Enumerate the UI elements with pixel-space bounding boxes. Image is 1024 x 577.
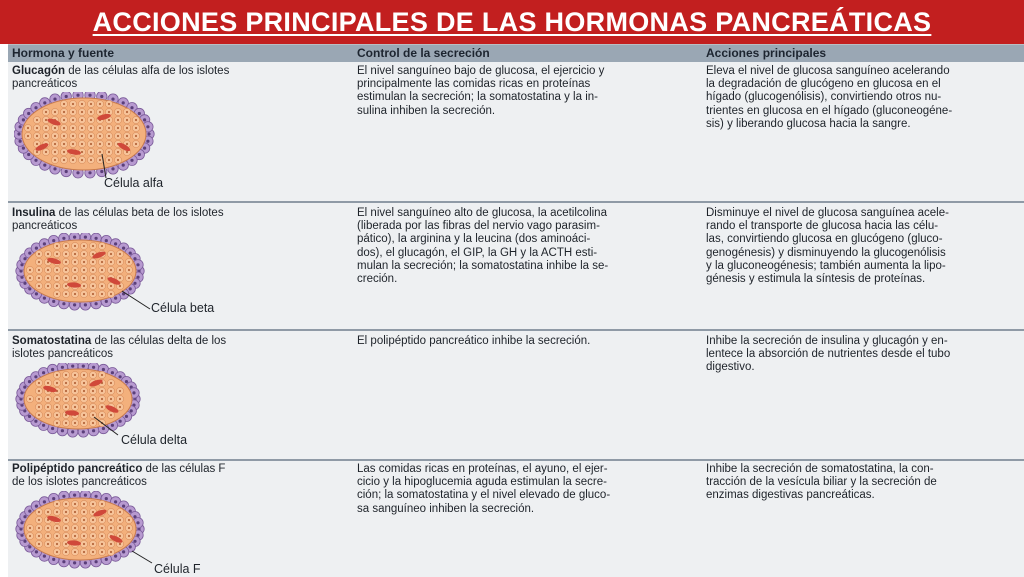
hormone-source-cell <box>12 463 302 489</box>
actions-cell <box>706 65 1022 131</box>
hormone-name: Glucagón <box>12 65 66 77</box>
cell-label-delta: Célula delta <box>121 433 188 447</box>
cell-label-alpha: Célula alfa <box>104 176 164 190</box>
beta-islet-illustration <box>14 233 164 315</box>
control-line: cicio y la hipoglucemia aguda estimulan la secre- <box>357 476 607 489</box>
actions-cell <box>706 463 1022 503</box>
header-secretion-control: Control de la secreción <box>357 46 490 60</box>
table-row-insulin <box>8 203 1024 331</box>
control-cell <box>357 463 692 516</box>
action-line: enzimas digestivas pancreáticas. <box>706 489 875 502</box>
control-line: El nivel sanguíneo bajo de glucosa, el ejercicio y <box>357 65 605 77</box>
action-line: lentece la absorción de nutrientes desde el tubo <box>706 348 951 361</box>
hormone-source-cell <box>12 335 302 361</box>
source-text-line-2: islotes pancreáticos <box>12 348 113 361</box>
action-line: la degradación de glucógeno en glucosa en el <box>706 78 941 91</box>
action-line: sis) y liberando glucosa hacia la sangre. <box>706 117 911 130</box>
control-line: (liberada por las fibras del nervio vago parasim- <box>357 220 600 233</box>
control-line: dos), el glucagón, el GIP, la GH y la ACTH esti- <box>357 246 598 259</box>
actions-cell <box>706 207 1022 286</box>
action-line: trientes en glucosa en el hígado (gluconeogéne- <box>706 104 953 117</box>
actions-cell <box>706 335 1022 375</box>
control-line: sa sanguíneo inhiben la secreción. <box>357 502 535 515</box>
hormone-source-cell <box>12 207 302 233</box>
header-main-actions: Acciones principales <box>706 46 827 60</box>
control-line: creción. <box>357 273 398 286</box>
source-text-line-1: de las células alfa de los islotes <box>65 65 230 77</box>
control-cell <box>357 335 692 348</box>
slide-title: ACCIONES PRINCIPALES DE LAS HORMONAS PANCREÁTICAS <box>92 6 932 37</box>
hormone-name: Polipéptido pancreático <box>12 463 143 475</box>
table-row-glucagon <box>8 62 1024 203</box>
source-text-line-1: de las células delta de los <box>91 335 227 347</box>
source-text-line-2: pancreáticos <box>12 220 78 233</box>
source-text-line-2: pancreáticos <box>12 78 78 91</box>
action-line: Inhibe la secreción de somatostatina, la con- <box>706 463 934 475</box>
table-row-somatostatin <box>8 331 1024 461</box>
action-line: Inhibe la secreción de insulina y glucagón y en- <box>706 335 948 347</box>
action-line: génesis y estimula la síntesis de proteínas. <box>706 273 926 286</box>
action-line: y la gluconeogénesis; también aumenta la lipo- <box>706 259 946 272</box>
action-line: rando el transporte de glucosa hacia las célu- <box>706 220 939 233</box>
action-line: digestivo. <box>706 361 755 374</box>
alpha-islet-illustration <box>14 92 164 187</box>
f-cell-islet-illustration <box>14 491 164 573</box>
hormone-name: Somatostatina <box>12 335 92 347</box>
control-line: El polipéptido pancreático inhibe la secreción. <box>357 335 591 347</box>
control-line: sulina inhiben la secreción. <box>357 104 496 117</box>
table-header <box>8 45 1024 62</box>
hormone-source-cell <box>12 65 302 91</box>
control-line: El nivel sanguíneo alto de glucosa, la acetilcolina <box>357 207 607 219</box>
title-bar <box>0 0 1024 44</box>
table-row-pancreatic-polypeptide <box>8 461 1024 577</box>
action-line: Disminuye el nivel de glucosa sanguínea acele- <box>706 207 949 219</box>
control-cell <box>357 207 692 286</box>
delta-islet-illustration <box>14 363 164 443</box>
hormone-name: Insulina <box>12 207 56 219</box>
action-line: genogénesis) y disminuyendo la glucogenólisis <box>706 246 946 259</box>
cell-label-beta: Célula beta <box>151 301 215 315</box>
action-line: hígado (glucogenólisis), convirtiendo otros nu- <box>706 91 942 104</box>
action-line: las, convirtiendo glucosa en glucógeno (gluco- <box>706 233 943 246</box>
control-line: estimulan la secreción; la somatostatina y la in- <box>357 91 598 104</box>
action-line: Eleva el nivel de glucosa sanguíneo acelerando <box>706 65 950 77</box>
control-line: principalmente las comidas ricas en proteínas <box>357 78 591 91</box>
cell-label-f: Célula F <box>154 562 201 576</box>
hormone-table <box>8 44 1024 577</box>
control-cell <box>357 65 692 118</box>
action-line: tracción de la vesícula biliar y la secreción de <box>706 476 937 489</box>
control-line: mulan la secreción; la somatostatina inhibe la se- <box>357 259 609 272</box>
control-line: ción; la somatostatina y el nivel elevado de gluco- <box>357 489 611 502</box>
header-hormone-source: Hormona y fuente <box>12 46 115 60</box>
source-text-line-1: de las células F <box>142 463 226 475</box>
control-line: Las comidas ricas en proteínas, el ayuno, el ejer- <box>357 463 608 475</box>
source-text-line-1: de las células beta de los islotes <box>55 207 224 219</box>
source-text-line-2: de los islotes pancreáticos <box>12 476 147 489</box>
control-line: pático), la arginina y la leucina (dos aminoáci- <box>357 233 591 246</box>
